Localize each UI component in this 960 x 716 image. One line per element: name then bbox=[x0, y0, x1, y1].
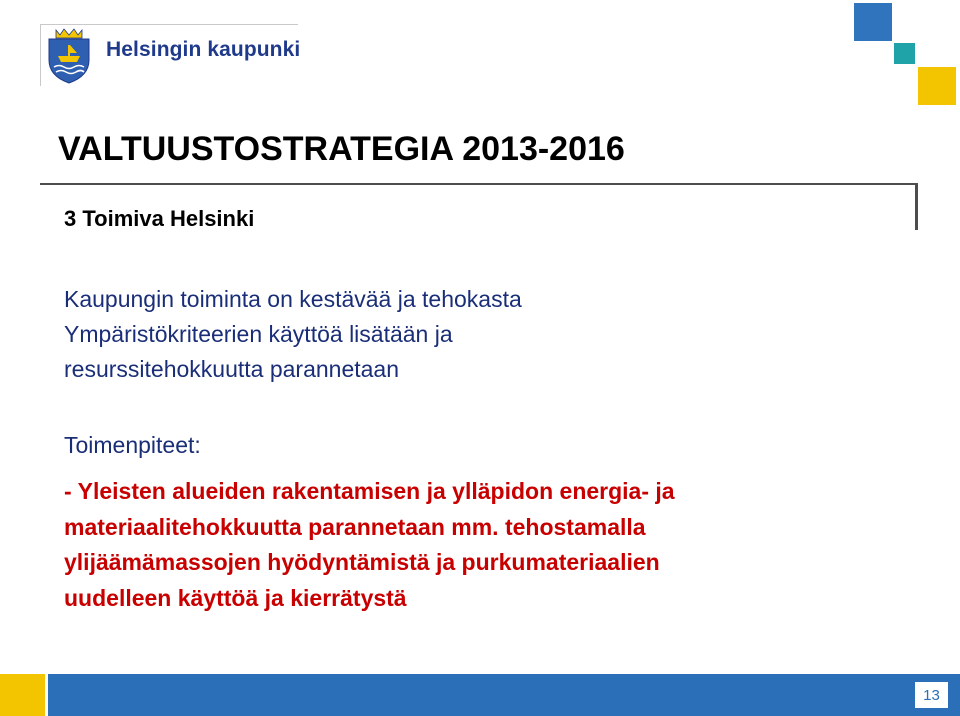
goal-line: Kaupungin toiminta on kestävää ja tehokasta bbox=[64, 286, 522, 312]
page-number: 13 bbox=[914, 681, 949, 709]
brand-name: Helsingin kaupunki bbox=[106, 38, 301, 61]
logo-left-rule bbox=[40, 24, 41, 86]
decor-square-teal bbox=[894, 43, 915, 64]
city-logo bbox=[40, 24, 302, 86]
measures-line: ylijäämämassojen hyödyntämistä ja purkumateriaalien bbox=[64, 549, 660, 575]
goal-text bbox=[64, 282, 522, 387]
measures-line: uudelleen käyttöä ja kierrätystä bbox=[64, 584, 407, 611]
title-divider bbox=[40, 183, 918, 185]
measures-text bbox=[64, 474, 675, 616]
footer-bar bbox=[48, 674, 960, 716]
measures-line: materiaalitehokkuutta parannetaan mm. tehostamalla bbox=[64, 513, 646, 540]
goal-line: resurssitehokkuutta parannetaan bbox=[64, 356, 399, 382]
title-divider-tick bbox=[915, 183, 918, 230]
decor-square-yellow bbox=[918, 67, 956, 105]
logo-top-rule bbox=[40, 24, 298, 25]
measures-heading: Toimenpiteet: bbox=[64, 432, 201, 458]
helsinki-crest-icon bbox=[44, 26, 94, 84]
measures-line: - Yleisten alueiden rakentamisen ja ylläpidon energia- ja bbox=[64, 478, 675, 504]
footer-accent bbox=[0, 674, 45, 716]
slide-title: VALTUUSTOSTRATEGIA 2013-2016 bbox=[58, 130, 625, 168]
goal-line: Ympäristökriteerien käyttöä lisätään ja bbox=[64, 321, 453, 347]
slide-subtitle: 3 Toimiva Helsinki bbox=[64, 206, 255, 231]
decor-square-blue bbox=[854, 3, 892, 41]
